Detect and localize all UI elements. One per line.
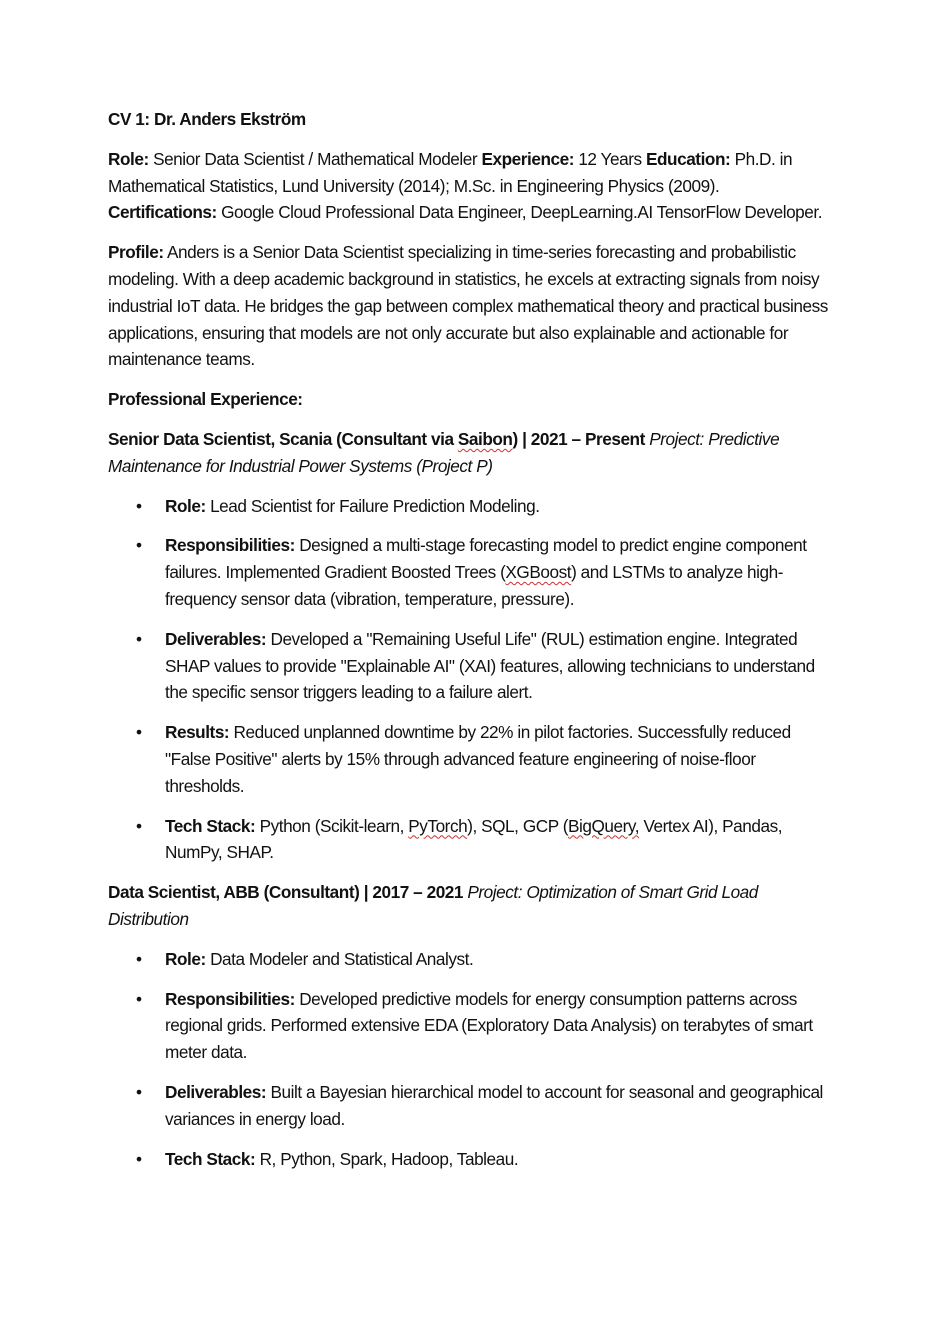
list-item: • Role: Lead Scientist for Failure Prediction Modeling. — [108, 493, 828, 520]
spellcheck-word: PyTorch — [408, 815, 468, 836]
bullet-icon: • — [136, 722, 142, 743]
experience-value: 12 Years — [578, 148, 642, 169]
bullet-icon: • — [136, 815, 142, 836]
experience-heading: Professional Experience: — [108, 389, 303, 410]
summary-paragraph — [108, 146, 828, 226]
experience-label: Experience: — [481, 148, 574, 169]
list-item: • Responsibilities: Designed a multi-stage forecasting model to predict engine component failures. Implemented Gradient Boosted Trees (XGBoost) and LSTMs to analyze high-frequency sensor data (vibration, temperature, pressure). — [108, 532, 828, 612]
job-1-bullets — [108, 493, 828, 867]
list-item: • Role: Data Modeler and Statistical Analyst. — [108, 946, 828, 973]
list-item: • Tech Stack: R, Python, Spark, Hadoop, Tableau. — [108, 1146, 828, 1173]
job-project-1: Project: Predictive Maintenance for Industrial Power Systems (Project P) — [108, 428, 780, 476]
spellcheck-word: XGBoost — [505, 562, 572, 583]
certifications-label: Certifications: — [108, 202, 217, 223]
list-item: • Tech Stack: Python (Scikit-learn, PyTorch), SQL, GCP (BigQuery, Vertex AI), Pandas, NumPy, SHAP. — [108, 813, 828, 867]
job-header-2 — [108, 879, 828, 933]
bullet-icon: • — [136, 1148, 142, 1169]
profile-paragraph — [108, 239, 828, 373]
bullet-icon: • — [136, 535, 142, 556]
job-2-bullets — [108, 946, 828, 1173]
education-label: Education: — [645, 148, 731, 169]
job-project-2: Project: Optimization of Smart Grid Load Distribution — [108, 882, 758, 929]
job-title-2: Data Scientist, ABB (Consultant) | 2017 – 2021 — [108, 882, 464, 903]
list-item: • Deliverables: Developed a "Remaining Useful Life" (RUL) estimation engine. Integrated SHAP values to provide "Explainable AI" (XAI) features, allowing technicians to understand the specific sensor triggers leading to a failure alert. — [108, 626, 828, 706]
cv-title: CV 1: Dr. Anders Ekström — [108, 109, 306, 129]
profile-text: Anders is a Senior Data Scientist specializing in time-series forecasting and probabilistic modeling. With a deep academic background in statistics, he excels at extracting signals from noisy industrial IoT data. He bridges the gap between complex mathematical theory and practical business applications, ensuring that models are not only accurate but also explainable and actionable for maintenance teams. — [108, 242, 828, 370]
spellcheck-word: Saibon — [457, 428, 513, 449]
spellcheck-word: BigQuery, — [568, 815, 640, 836]
role-value: Senior Data Scientist / Mathematical Modeler — [153, 148, 478, 169]
bullet-icon: • — [136, 495, 142, 516]
list-item: • Responsibilities: Developed predictive models for energy consumption patterns across regional grids. Performed extensive EDA (Exploratory Data Analysis) on terabytes of smart meter data. — [108, 986, 828, 1066]
list-item: • Deliverables: Built a Bayesian hierarchical model to account for seasonal and geographical variances in energy load. — [108, 1079, 828, 1133]
bullet-icon: • — [136, 948, 142, 969]
certifications-value: Google Cloud Professional Data Engineer, DeepLearning.AI TensorFlow Developer. — [221, 202, 823, 223]
profile-label: Profile: — [108, 242, 164, 263]
document-page — [108, 106, 828, 1185]
role-label: Role: — [108, 148, 149, 169]
job-header-1 — [108, 426, 828, 480]
bullet-icon: • — [136, 628, 142, 649]
bullet-icon: • — [136, 988, 142, 1009]
education-value: Ph.D. in Mathematical Statistics, Lund University (2014); M.Sc. in Engineering Physics (2009). — [108, 148, 793, 196]
list-item: • Results: Reduced unplanned downtime by 22% in pilot factories. Successfully reduced "False Positive" alerts by 15% through advanced feature engineering of noise-floor thresholds. — [108, 719, 828, 799]
bullet-icon: • — [136, 1081, 142, 1102]
job-title-1: Senior Data Scientist, Scania (Consultant via Saibon) | 2021 – Present — [108, 428, 645, 449]
